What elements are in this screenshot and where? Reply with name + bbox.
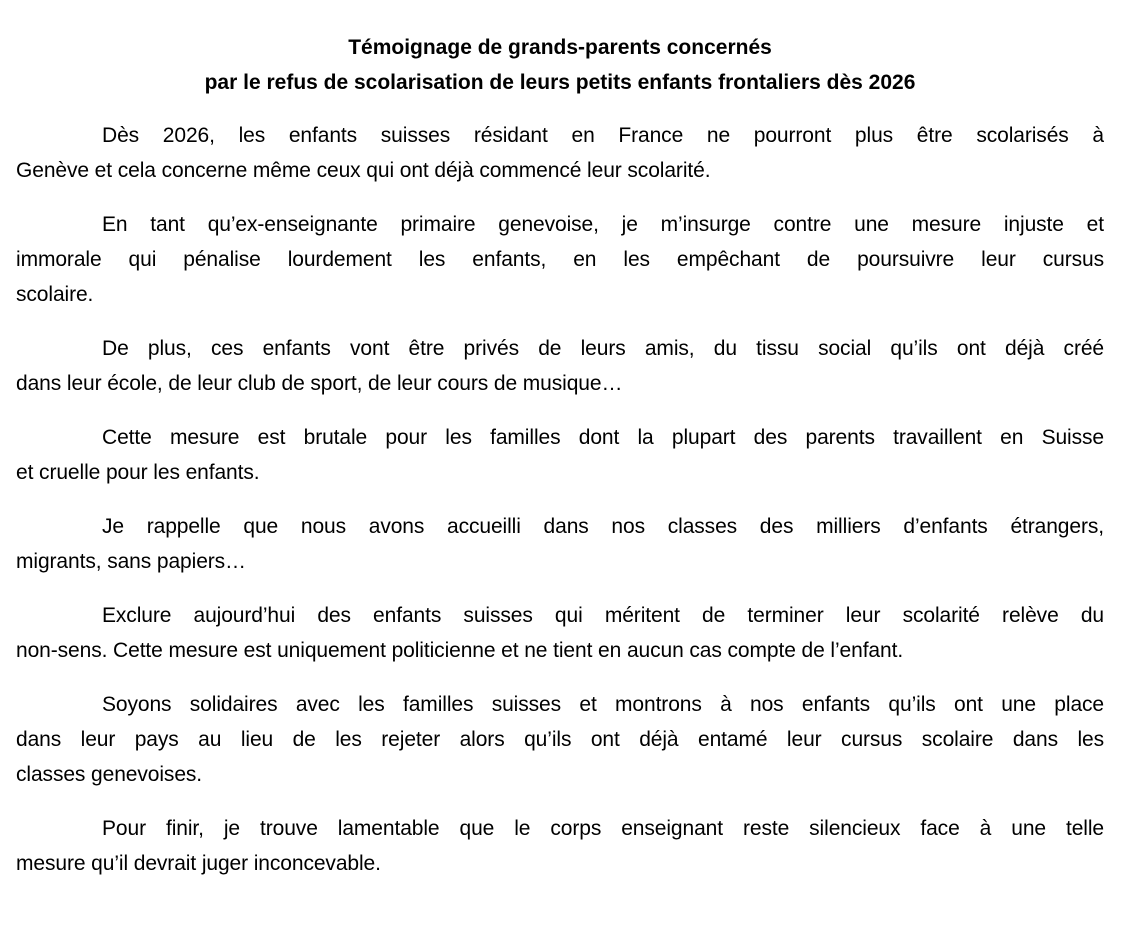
paragraph-7 (16, 687, 1104, 792)
paragraph-line: Dès 2026, les enfants suisses résidant en France ne pourront plus être scolarisés à (102, 124, 1104, 147)
paragraph-1 (16, 118, 1104, 188)
paragraph-4 (16, 420, 1104, 490)
paragraph-3 (16, 331, 1104, 401)
paragraph-line: Genève et cela concerne même ceux qui ont déjà commencé leur scolarité. (16, 159, 711, 182)
paragraph-line: migrants, sans papiers… (16, 550, 246, 573)
paragraph-line: et cruelle pour les enfants. (16, 461, 260, 484)
paragraph-line: classes genevoises. (16, 763, 203, 786)
paragraph-line: immorale qui pénalise lourdement les enfants, en les empêchant de poursuivre leur cursus (16, 248, 1104, 271)
paragraph-line: Exclure aujourd’hui des enfants suisses qui méritent de terminer leur scolarité relève du (102, 604, 1104, 627)
paragraph-line: De plus, ces enfants vont être privés de leurs amis, du tissu social qu’ils ont déjà créé (102, 337, 1104, 360)
paragraph-line: Pour finir, je trouve lamentable que le corps enseignant reste silencieux face à une telle (102, 817, 1104, 840)
paragraph-line: non-sens. Cette mesure est uniquement politicienne et ne tient en aucun cas compte de l’enfant. (16, 639, 904, 662)
paragraph-line: scolaire. (16, 283, 94, 306)
paragraph-5 (16, 509, 1104, 579)
paragraph-line: Cette mesure est brutale pour les familles dont la plupart des parents travaillent en Suisse (102, 426, 1104, 449)
paragraph-line: dans leur école, de leur club de sport, de leur cours de musique… (16, 372, 623, 395)
document-title-line-2: par le refus de scolarisation de leurs petits enfants frontaliers dès 2026 (204, 71, 916, 94)
paragraph-line: dans leur pays au lieu de les rejeter alors qu’ils ont déjà entamé leur cursus scolaire dans les (16, 728, 1104, 751)
document-body (16, 118, 1104, 900)
document-title-line-1: Témoignage de grands-parents concernés (348, 36, 772, 59)
paragraph-line: Soyons solidaires avec les familles suisses et montrons à nos enfants qu’ils ont une place (102, 693, 1104, 716)
paragraph-line: En tant qu’ex-enseignante primaire genevoise, je m’insurge contre une mesure injuste et (102, 213, 1104, 236)
paragraph-line: mesure qu’il devrait juger inconcevable. (16, 852, 381, 875)
paragraph-8 (16, 811, 1104, 881)
paragraph-6 (16, 598, 1104, 668)
paragraph-2 (16, 207, 1104, 312)
paragraph-line: Je rappelle que nous avons accueilli dans nos classes des milliers d’enfants étrangers, (102, 515, 1104, 538)
